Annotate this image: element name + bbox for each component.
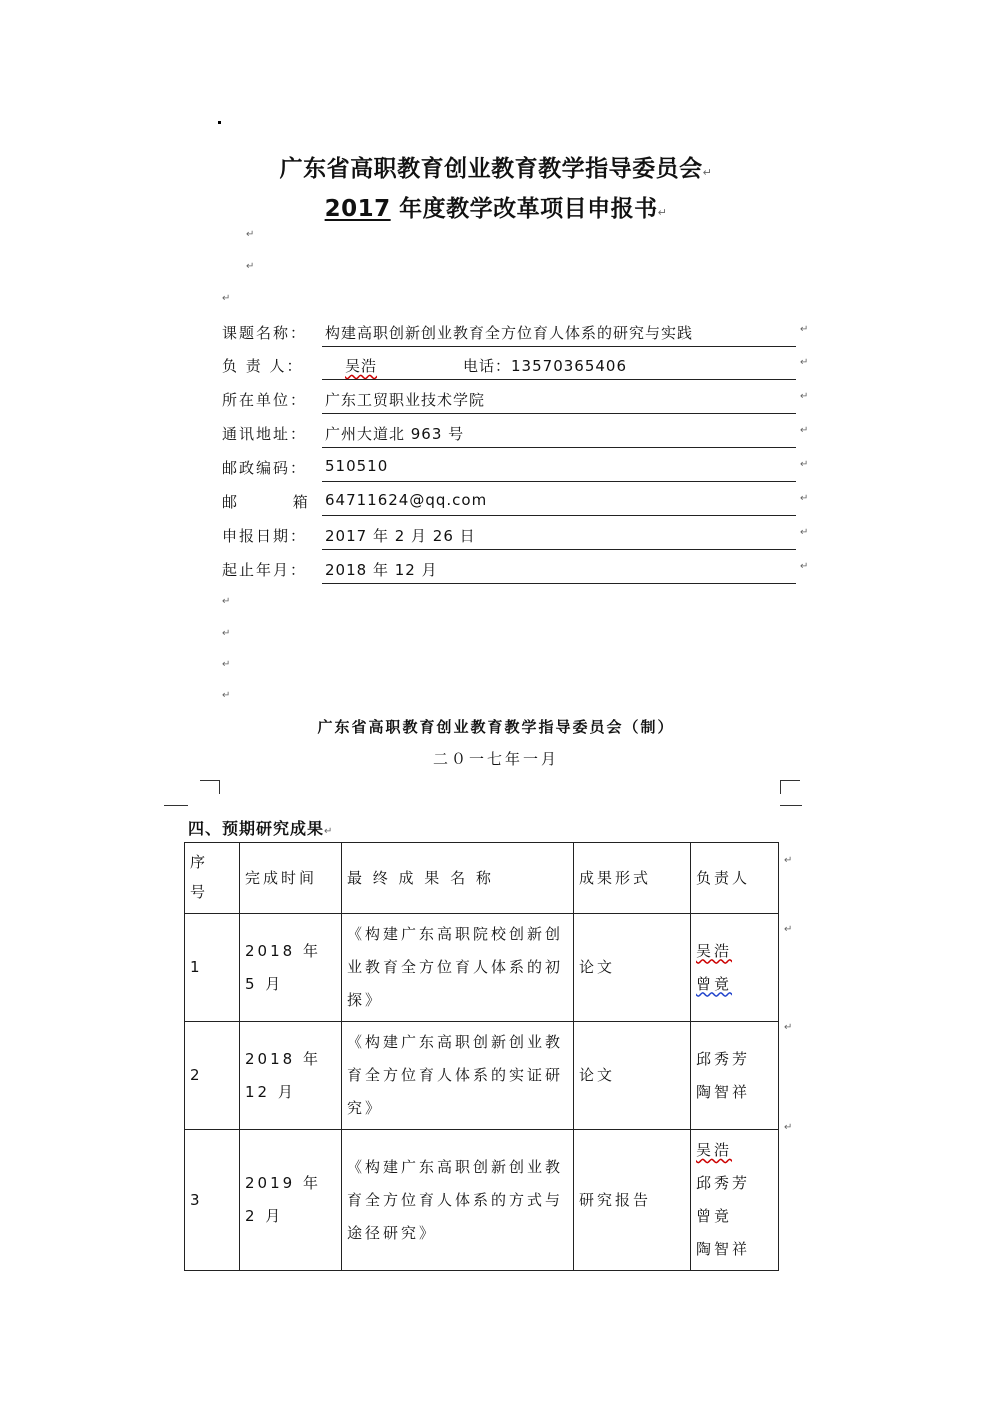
crop-mark [219,780,220,794]
form-label: 申报日期： [222,527,308,545]
title-year: 2017 [324,196,391,222]
phone-label: 电话： [463,357,512,375]
issue-date-text: 二０一七年一月 [432,750,559,768]
cell-person [691,914,779,1022]
title-line-2: 年度教学改革项目申报书 [390,196,658,222]
underline [322,346,796,347]
person-name: 陶智祥 [696,1082,751,1101]
form-value: 2018 年 12 月 [325,561,438,579]
paragraph-mark-icon: ↵ [702,166,713,179]
section-title-text: 四、预期研究成果 [188,819,325,838]
cell-name [342,1022,574,1130]
table-row [185,914,779,1022]
cell-time [240,1130,342,1271]
paragraph-mark-icon: ↵ [657,206,668,219]
person-name: 邱秀芳 [696,1049,751,1068]
header-cell-person [691,843,779,914]
cell-name [342,1130,574,1271]
cell-time [240,914,342,1022]
paragraph-mark-icon: ↵ [800,527,809,538]
paragraph-mark-icon: ↵ [800,357,809,368]
cell-text: 研究报告 [579,1190,652,1209]
underline [322,515,796,516]
paragraph-mark-icon: ↵ [222,628,231,639]
paragraph-mark-icon: ↵ [324,826,334,837]
cell-person [691,1130,779,1271]
header-text: 负责人 [696,868,751,887]
form-label: 邮政编码： [222,459,308,477]
paragraph-mark-icon: ↵ [784,855,793,866]
form-value: 510510 [325,457,389,475]
phone-field [463,355,627,376]
cell-text: 2 [190,1066,203,1084]
underline [322,447,796,448]
underline [322,379,796,380]
underline [322,413,796,414]
cell-form [574,1130,691,1271]
person-name: 陶智祥 [696,1240,751,1258]
cell-name [342,914,574,1022]
paragraph-mark-icon: ↵ [800,425,809,436]
cell-no [185,914,240,1022]
document-title [0,150,992,183]
leader-name: 吴浩 [345,357,378,375]
form-label: 所在单位： [222,391,308,409]
paragraph-mark-icon: ↵ [222,690,231,701]
form-value: 广东工贸职业技术学院 [325,391,486,409]
underline [322,549,796,550]
paragraph-mark-icon: ↵ [222,659,231,670]
person-name: 曾竟 [696,974,733,993]
table-row [185,1022,779,1130]
cell-text: 《构建广东高职创新创业教育全方位育人体系的方式与途径研究》 [347,1157,564,1242]
form-value: 构建高职创新创业教育全方位育人体系的研究与实践 [325,324,694,342]
form-label: 负 责 人： [222,357,304,375]
paragraph-mark-icon: ↵ [246,229,255,240]
phone-value: 13570365406 [511,357,627,375]
cell-form [574,1022,691,1130]
cell-no [185,1130,240,1271]
document-subtitle [0,190,992,223]
paragraph-mark-icon: ↵ [800,459,809,470]
paragraph-mark-icon: ↵ [800,561,809,572]
issuer-line [0,716,992,737]
crop-mark [780,805,802,806]
paragraph-mark-icon: ↵ [222,293,231,304]
crop-mark [200,780,220,781]
paragraph-mark-icon: ↵ [246,261,255,272]
crop-mark [780,780,800,781]
cell-no [185,1022,240,1130]
underline [322,481,796,482]
cell-text: 2018 年 5 月 [245,941,321,993]
cell-text: 3 [190,1190,203,1209]
cell-text: 论文 [579,958,616,976]
paragraph-mark-icon: ↵ [784,1022,793,1033]
title-line-1: 广东省高职教育创业教育教学指导委员会 [279,156,703,182]
crop-mark [780,780,781,794]
paragraph-mark-icon: ↵ [800,493,809,504]
cell-text: 2018 年 12 月 [245,1049,321,1101]
header-cell-name [342,843,574,914]
cell-text: 1 [190,958,203,976]
person-name: 曾竟 [696,1207,733,1225]
cell-person [691,1022,779,1130]
paragraph-mark-icon: ↵ [800,391,809,402]
paragraph-mark-icon: ↵ [800,324,809,335]
header-cell-form [574,843,691,914]
issue-date [0,748,992,769]
results-table [184,842,779,1271]
form-label: 起止年月： [222,561,308,579]
form-label: 通讯地址： [222,425,308,443]
form-label: 邮 箱 [222,493,320,511]
header-text: 最 终 成 果 名 称 [347,868,494,887]
table-header-row [185,843,779,914]
paragraph-mark-icon: ↵ [784,1122,793,1133]
form-value: 广州大道北 963 号 [325,425,465,443]
cell-text: 2019 年 2 月 [245,1174,321,1225]
underline [322,583,796,584]
form-label: 课题名称： [222,324,308,342]
header-cell-no [185,843,240,914]
person-name: 吴浩 [696,1141,733,1159]
issuer-text: 广东省高职教育创业教育教学指导委员会（制） [317,718,675,736]
cell-text: 《构建广东高职院校创新创业教育全方位育人体系的初探》 [347,925,564,1009]
paragraph-mark-icon: ↵ [222,596,231,607]
header-text: 完成时间 [245,868,318,887]
cell-time [240,1022,342,1130]
cell-text: 《构建广东高职创新创业教育全方位育人体系的实证研究》 [347,1033,564,1117]
section-title [188,816,333,839]
stray-dot [218,121,221,124]
person-name: 吴浩 [696,941,733,960]
header-text: 成果形式 [579,868,652,887]
table-row [185,1130,779,1271]
form-value [345,355,377,376]
header-cell-time [240,843,342,914]
person-name: 邱秀芳 [696,1174,751,1192]
form-value: 2017 年 2 月 26 日 [325,527,476,545]
paragraph-mark-icon: ↵ [784,924,793,935]
cell-text: 论文 [579,1066,616,1084]
cell-form [574,914,691,1022]
crop-mark [164,805,188,806]
form-value: 64711624@qq.com [325,491,488,509]
header-text: 序号 [190,853,209,901]
